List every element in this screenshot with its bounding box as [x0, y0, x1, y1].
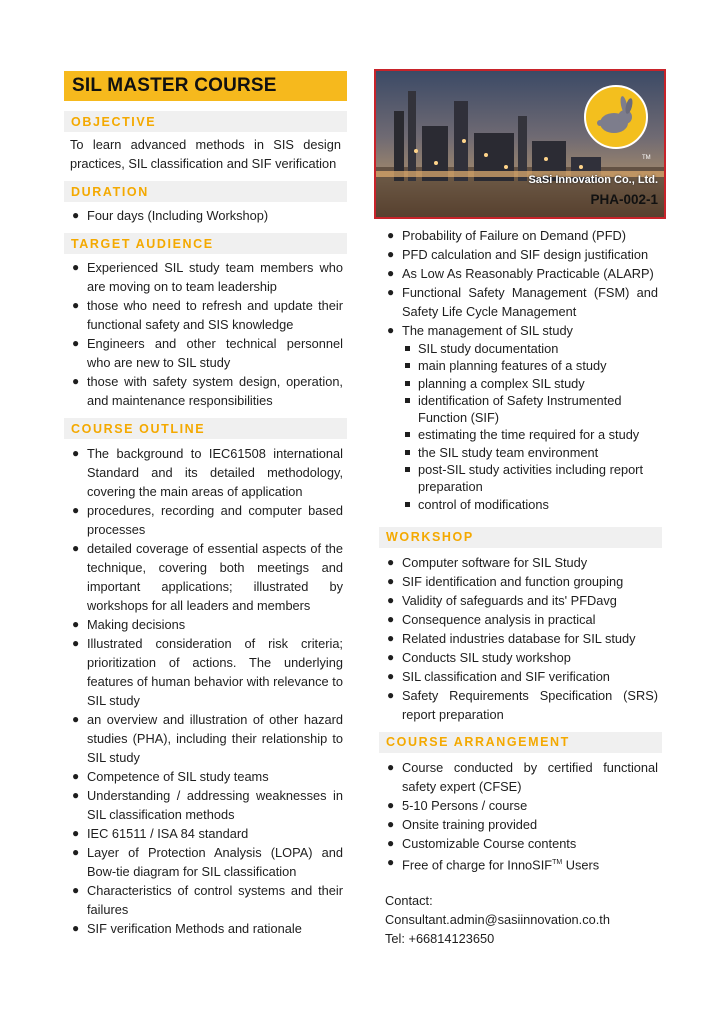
sub-list-item: estimating the time required for a study	[379, 426, 662, 443]
duration-list	[64, 206, 347, 225]
list-item: ● Consequence analysis in practical	[387, 611, 596, 627]
list-item: ● The background to IEC61508 international Standard and its detailed methodology, covering the main areas of application	[72, 446, 343, 499]
section-heading-course-arrangement: COURSE ARRANGEMENT	[379, 732, 662, 753]
list-item: ● Course conducted by certified functional safety expert (CFSE)	[387, 759, 658, 794]
square-bullet-icon	[405, 450, 410, 455]
bullet-icon: ●	[387, 247, 395, 261]
list-item: ● SIL classification and SIF verification	[387, 668, 610, 684]
bullet-icon: ●	[387, 592, 395, 607]
course-arrangement-list	[379, 758, 662, 874]
list-item: ● Characteristics of control systems and their failures	[72, 883, 343, 917]
bullet-icon: ●	[72, 208, 80, 222]
bullet-icon: ●	[387, 573, 395, 588]
bullet-icon: ●	[72, 712, 80, 726]
workshop-list	[379, 553, 662, 724]
header-banner	[374, 69, 666, 219]
objective-text: To learn advanced methods in SIS design practices, SIL classification and SIF verification	[70, 137, 341, 171]
bullet-icon: ●	[387, 816, 395, 831]
bullet-icon: ●	[387, 854, 395, 869]
square-bullet-icon	[405, 363, 410, 368]
bullet-icon: ●	[72, 826, 80, 840]
left-column	[64, 71, 347, 938]
list-item: ● procedures, recording and computer based processes	[72, 503, 343, 537]
bullet-icon: ●	[72, 374, 80, 388]
right-column	[379, 226, 662, 948]
list-item: ● Computer software for SIL Study	[387, 554, 588, 570]
list-item: ● Onsite training provided	[387, 816, 538, 832]
target-audience-list	[64, 258, 347, 410]
list-item: ● Free of charge for InnoSIF™ Users	[387, 854, 600, 873]
section-heading-course-outline: COURSE OUTLINE	[64, 418, 347, 439]
rabbit-icon	[586, 87, 646, 147]
list-item: ● those with safety system design, operation, and maintenance responsibilities	[72, 374, 343, 408]
list-item: ● Customizable Course contents	[387, 835, 577, 851]
bullet-icon: ●	[72, 636, 80, 650]
trademark-mark: TM	[642, 155, 651, 161]
list-item: ● Safety Requirements Specification (SRS) report preparation	[387, 687, 658, 722]
company-name: SaSi Innovation Co., Ltd.	[528, 174, 658, 186]
sub-list-item: planning a complex SIL study	[379, 375, 662, 392]
contact-email[interactable]: Consultant.admin@sasiinnovation.co.th	[385, 912, 610, 928]
list-item: ● 5-10 Persons / course	[387, 797, 528, 813]
section-heading-duration: DURATION	[64, 181, 347, 202]
bullet-icon: ●	[72, 336, 80, 350]
square-bullet-icon	[405, 381, 410, 386]
square-bullet-icon	[405, 502, 410, 507]
bullet-icon: ●	[72, 617, 80, 631]
course-outline-list	[64, 444, 347, 938]
bullet-icon: ●	[72, 921, 80, 935]
bullet-icon: ●	[387, 611, 395, 626]
sil-management-sublist	[379, 340, 662, 513]
list-item: ● those who need to refresh and update their functional safety and SIS knowledge	[72, 298, 343, 332]
list-item: ● Conducts SIL study workshop	[387, 649, 571, 665]
contact-label: Contact:	[385, 893, 433, 909]
bullet-icon: ●	[72, 298, 80, 312]
bullet-icon: ●	[72, 769, 80, 783]
sub-list-item: identification of Safety Instrumented Function (SIF)	[379, 392, 662, 427]
square-bullet-icon	[405, 346, 410, 351]
list-item: ● PFD calculation and SIF design justification	[387, 247, 649, 262]
company-logo	[584, 85, 648, 149]
list-item: ● Related industries database for SIL study	[387, 630, 636, 646]
list-item: ● Experienced SIL study team members who are moving on to team leadership	[72, 260, 343, 294]
bullet-icon: ●	[387, 759, 395, 774]
page-title: SIL MASTER COURSE	[64, 71, 347, 101]
contact-phone: Tel: +66814123650	[385, 931, 495, 947]
square-bullet-icon	[405, 467, 410, 472]
bullet-icon: ●	[72, 503, 80, 517]
sub-list-item: control of modifications	[379, 496, 662, 513]
list-item: ● an overview and illustration of other hazard studies (PHA), including their relationship to SIL study	[72, 712, 343, 765]
sub-list-item: the SIL study team environment	[379, 444, 662, 461]
bullet-icon: ●	[387, 554, 395, 569]
bullet-icon: ●	[387, 266, 395, 280]
list-item: ● Functional Safety Management (FSM) and Safety Life Cycle Management	[387, 285, 658, 319]
trademark-superscript: TM	[552, 858, 563, 866]
list-item: ● Understanding / addressing weaknesses in SIL classification methods	[72, 788, 343, 822]
bullet-icon: ●	[387, 649, 395, 664]
list-item: ● SIF verification Methods and rationale	[72, 921, 302, 936]
sub-list-item: SIL study documentation	[379, 340, 662, 357]
square-bullet-icon	[405, 432, 410, 437]
bullet-icon: ●	[387, 285, 395, 299]
bullet-icon: ●	[72, 446, 80, 460]
bullet-icon: ●	[387, 797, 395, 812]
square-bullet-icon	[405, 398, 410, 403]
list-item: ● detailed coverage of essential aspects of the technique, covering both meetings and important applications; illustrated by workshops for all leaders and members	[72, 541, 343, 613]
bullet-icon: ●	[72, 883, 80, 897]
list-item: ● IEC 61511 / ISA 84 standard	[72, 826, 249, 841]
bullet-icon: ●	[72, 845, 80, 859]
document-code: PHA-002-1	[590, 192, 658, 207]
bullet-icon: ●	[387, 323, 395, 337]
sub-list-item: main planning features of a study	[379, 357, 662, 374]
bullet-icon: ●	[72, 788, 80, 802]
bullet-icon: ●	[387, 668, 395, 683]
bullet-icon: ●	[387, 835, 395, 850]
list-item: ● Engineers and other technical personnel who are new to SIL study	[72, 336, 343, 370]
bullet-icon: ●	[387, 630, 395, 645]
list-item: ● The management of SIL study	[387, 323, 573, 338]
list-item: ● Probability of Failure on Demand (PFD)	[387, 228, 627, 243]
list-item: ● SIF identification and function grouping	[387, 573, 624, 589]
list-item: ● As Low As Reasonably Practicable (ALARP)	[387, 266, 654, 281]
bullet-icon: ●	[387, 228, 395, 242]
bullet-icon: ●	[387, 687, 395, 702]
list-item: ● Competence of SIL study teams	[72, 769, 269, 784]
list-item: ● Validity of safeguards and its' PFDavg	[387, 592, 617, 608]
course-outline-continued-list	[379, 226, 662, 340]
list-item: ● Four days (Including Workshop)	[72, 208, 269, 223]
list-item: ● Layer of Protection Analysis (LOPA) and Bow-tie diagram for SIL classification	[72, 845, 343, 879]
list-item: ● Making decisions	[72, 617, 186, 632]
sub-list-item: post-SIL study activities including report preparation	[379, 461, 662, 496]
list-item: ● Illustrated consideration of risk criteria; prioritization of actions. The underlying features of human behavior with relevance to SIL study	[72, 636, 343, 708]
section-heading-workshop: WORKSHOP	[379, 527, 662, 548]
section-heading-objective: OBJECTIVE	[64, 111, 347, 132]
bullet-icon: ●	[72, 541, 80, 555]
section-heading-target-audience: TARGET AUDIENCE	[64, 233, 347, 254]
contact-block	[379, 891, 662, 948]
bullet-icon: ●	[72, 260, 80, 274]
